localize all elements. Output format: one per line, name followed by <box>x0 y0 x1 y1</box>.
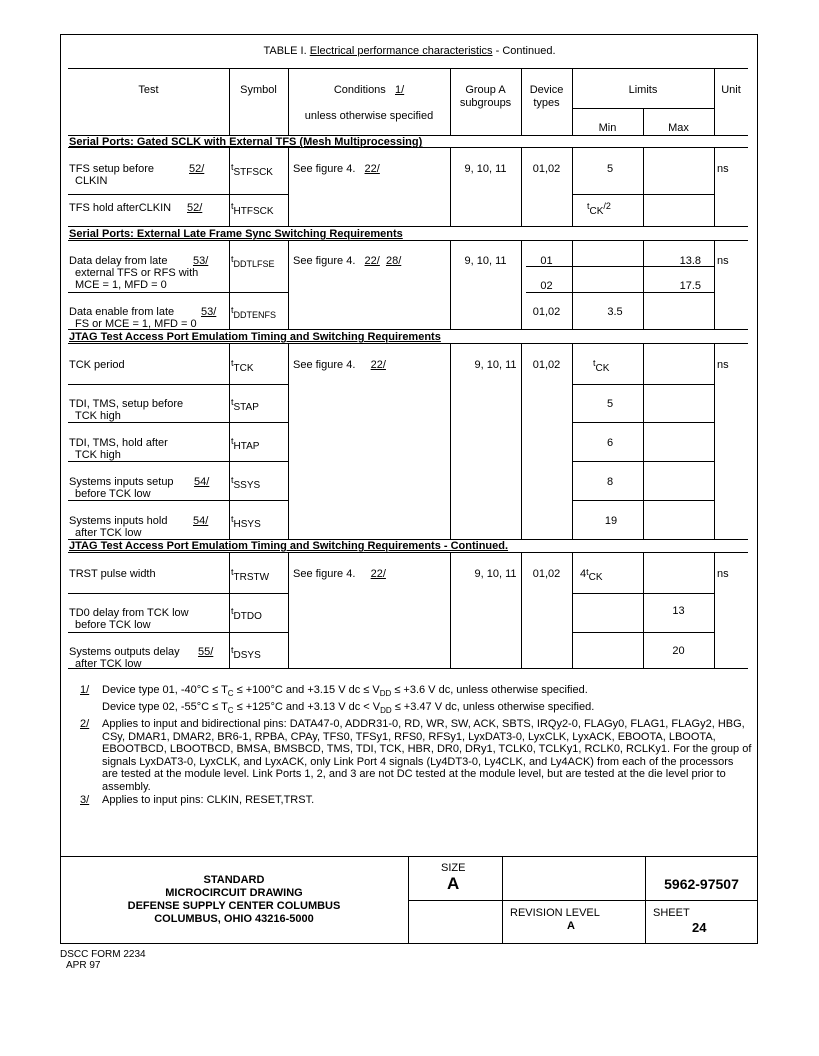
test-trst: TRST pulse width <box>69 568 156 580</box>
test-data-delay-line2: external TFS or RFS with <box>75 267 199 279</box>
test-tdo: TD0 delay from TCK low <box>69 607 189 619</box>
min-value: 4tCK <box>580 567 603 583</box>
symbol-tstap: tSTAP <box>231 397 259 413</box>
symbol-tdsys: tDSYS <box>231 645 261 661</box>
device-value: 01,02 <box>532 163 561 175</box>
symbol-tddtlfse: $t_{DDTLFSE}$ <box>231 254 275 269</box>
footer-center: DEFENSE SUPPLY CENTER COLUMBUS <box>127 900 341 912</box>
header-conditions-sub: unless otherwise specified <box>304 110 434 122</box>
test-tfs-hold: TFS hold afterCLKIN <box>69 202 172 214</box>
conditions-text: See figure 4. 22/ <box>293 163 380 175</box>
header-subgroups: subgroups <box>459 97 512 109</box>
section-heading-1: Serial Ports: Gated SCLK with External TFS (Mesh Multiprocessing) <box>69 136 423 148</box>
conditions-text: See figure 4. 22/ 28/ <box>293 255 402 267</box>
device-value: 01 <box>540 255 553 267</box>
form-id: DSCC FORM 2234 <box>60 949 146 960</box>
sheet-value: 24 <box>692 920 707 935</box>
header-conditions: Conditions 1/ <box>333 84 405 96</box>
symbol-tddtenfs: $t_{DDTENFS}$ <box>231 305 277 320</box>
min-value: 6 <box>606 437 614 449</box>
sheet-label: SHEET <box>653 907 690 919</box>
header-min: Min <box>598 122 617 134</box>
device-value: 01,02 <box>532 568 561 580</box>
table-title <box>0 45 819 57</box>
symbol-tstfsck: tSTFSCK <box>231 162 273 178</box>
conditions-text: See figure 4. 22/ <box>293 359 386 371</box>
max-value: 13 <box>672 605 685 617</box>
min-value: 8 <box>606 476 614 488</box>
size-value: A <box>447 874 460 893</box>
note-ref: 52/ <box>187 202 203 214</box>
min-value: 5 <box>606 398 614 410</box>
test-data-enable-line2: FS or MCE = 1, MFD = 0 <box>75 318 197 330</box>
conditions-text: See figure 4. 22/ <box>293 568 386 580</box>
header-symbol: Symbol <box>240 84 277 96</box>
header-device: Device <box>529 84 564 96</box>
test-sys-out-line2: after TCK low <box>75 658 142 670</box>
test-data-enable: Data enable from late <box>69 306 175 318</box>
unit-value: ns <box>717 163 729 175</box>
test-sys-hold-line2: after TCK low <box>75 527 142 539</box>
unit-value: ns <box>717 359 729 371</box>
test-sys-setup-line2: before TCK low <box>75 488 151 500</box>
test-tdi-setup-line2: TCK high <box>75 410 121 422</box>
test-tdi-hold: TDI, TMS, hold after <box>69 437 168 449</box>
test-tfs-setup: TFS setup before <box>69 163 154 175</box>
table-title-main: Electrical performance characteristics <box>309 45 493 57</box>
section-heading-4: JTAG Test Access Port Emulatiom Timing and Switching Requirements - Continued. <box>69 540 509 552</box>
max-value: 20 <box>672 645 685 657</box>
test-tdi-hold-line2: TCK high <box>75 449 121 461</box>
footer-standard: STANDARD <box>203 874 265 886</box>
symbol-thsys: tHSYS <box>231 514 261 530</box>
note-ref: 53/ <box>193 255 209 267</box>
min-value: 3.5 <box>607 306 623 318</box>
footnote-1: 1/ Device type 01, $-40^\circ C \le T_C \le +100^\circ C$ and +3.15 V dc ≤ $V_{DD} \le +3.6$ V dc, unless otherwise specified. Device type 02, $-55^\circ C \le T_C \le +125^\circ C$ and +3.13 V dc < $V_{DD} \le +3.47$ V dc, unless otherwise specified. <box>80 684 595 715</box>
group-value: 9, 10, 11 <box>464 163 507 175</box>
footnote-3: 3/ Applies to input pins: CLKIN, RESET,TRST. <box>80 794 315 807</box>
group-value: 9, 10, 11 <box>474 359 517 371</box>
group-value: 9, 10, 11 <box>474 568 517 580</box>
test-data-delay-line3: MCE = 1, MFD = 0 <box>75 279 167 291</box>
revision-label: REVISION LEVEL <box>510 907 600 919</box>
unit-value: ns <box>717 255 729 267</box>
doc-number: 5962-97507 <box>664 876 739 892</box>
symbol-ttrstw: tTRSTW <box>231 567 270 583</box>
min-value: tCK <box>593 358 610 374</box>
symbol-thtap: tHTAP <box>231 436 260 452</box>
note-ref: 55/ <box>198 646 214 658</box>
min-value: tCK/2 <box>587 201 611 217</box>
note-ref: 54/ <box>194 476 210 488</box>
footnote-2: 2/ Applies to input and bidirectional pins: DATA47-0, ADDR31-0, RD, WR, SW, ACK, SBTS, IRQy2-0, FLAGy0, FLAG1, FLAGy2, HBG, CSy, DMAR1, DMAR2, BR6-1, RPBA, CPAy, TFS0, TFSy1, RFS0, RFSy1, LyxDAT3-0, LyxCLK, LyxACK, EBOOTA, LBOOTA, EBOOTBCD, LBOOTBCD, BMSA, BMSBCD, TMS, TDI, TCK, HBR, DR0, DRy1, TCLK0, TCLKy1, RCLK0, RCLKy1. For the group of signals LyxDAT3-0, LyxCLK, and LyxACK, only Link Port 4 signals (Ly4DT3-0, Ly4CLK, and Ly4ACK) from each of the processors are tested at the module level. Link Ports 1, 2, and 3 are not DC tested at the module level, but are tested at the die level prior to assembly. <box>80 718 752 793</box>
test-data-delay: Data delay from late <box>69 255 168 267</box>
header-test: Test <box>138 84 159 96</box>
unit-value: ns <box>717 568 729 580</box>
note-ref: 54/ <box>193 515 209 527</box>
header-max: Max <box>668 122 689 134</box>
header-limits: Limits <box>628 84 658 96</box>
header-group-a: Group A <box>465 84 506 96</box>
note-ref: 53/ <box>201 306 217 318</box>
min-value: 5 <box>606 163 614 175</box>
footnotes <box>80 684 752 808</box>
min-value: 19 <box>604 515 618 527</box>
symbol-tssys: tSSYS <box>231 475 261 491</box>
footer-city: COLUMBUS, OHIO 43216-5000 <box>154 913 314 925</box>
test-sys-hold: Systems inputs hold <box>69 515 168 527</box>
device-value: 01,02 <box>532 359 561 371</box>
max-value: 17.5 <box>679 280 701 292</box>
revision-value: A <box>567 920 575 932</box>
test-tfs-setup-line2: CLKIN <box>75 175 108 187</box>
symbol-ttck: tTCK <box>231 358 254 374</box>
test-tck-period: TCK period <box>69 359 125 371</box>
symbol-thtfsck: tHTFSCK <box>231 201 274 217</box>
max-value: 13.8 <box>679 255 701 267</box>
symbol-tdtdo: tDTDO <box>231 606 262 622</box>
test-tdo-line2: before TCK low <box>75 619 151 631</box>
note-ref: 52/ <box>189 163 205 175</box>
header-unit: Unit <box>721 84 741 96</box>
device-value: 02 <box>540 280 553 292</box>
device-value: 01,02 <box>532 306 561 318</box>
table-title-prefix: TABLE I. <box>263 45 307 57</box>
group-value: 9, 10, 11 <box>464 255 507 267</box>
test-sys-setup: Systems inputs setup <box>69 476 174 488</box>
footer-drawing: MICROCIRCUIT DRAWING <box>165 887 303 899</box>
form-date: APR 97 <box>66 960 101 971</box>
table-title-suffix: - Continued. <box>495 45 556 57</box>
test-tdi-setup: TDI, TMS, setup before <box>69 398 184 410</box>
header-types: types <box>533 97 560 109</box>
test-sys-out: Systems outputs delay <box>69 646 180 658</box>
section-heading-2: Serial Ports: External Late Frame Sync Switching Requirements <box>69 228 403 240</box>
size-label: SIZE <box>441 862 466 874</box>
section-heading-3: JTAG Test Access Port Emulatiom Timing and Switching Requirements <box>69 331 441 343</box>
